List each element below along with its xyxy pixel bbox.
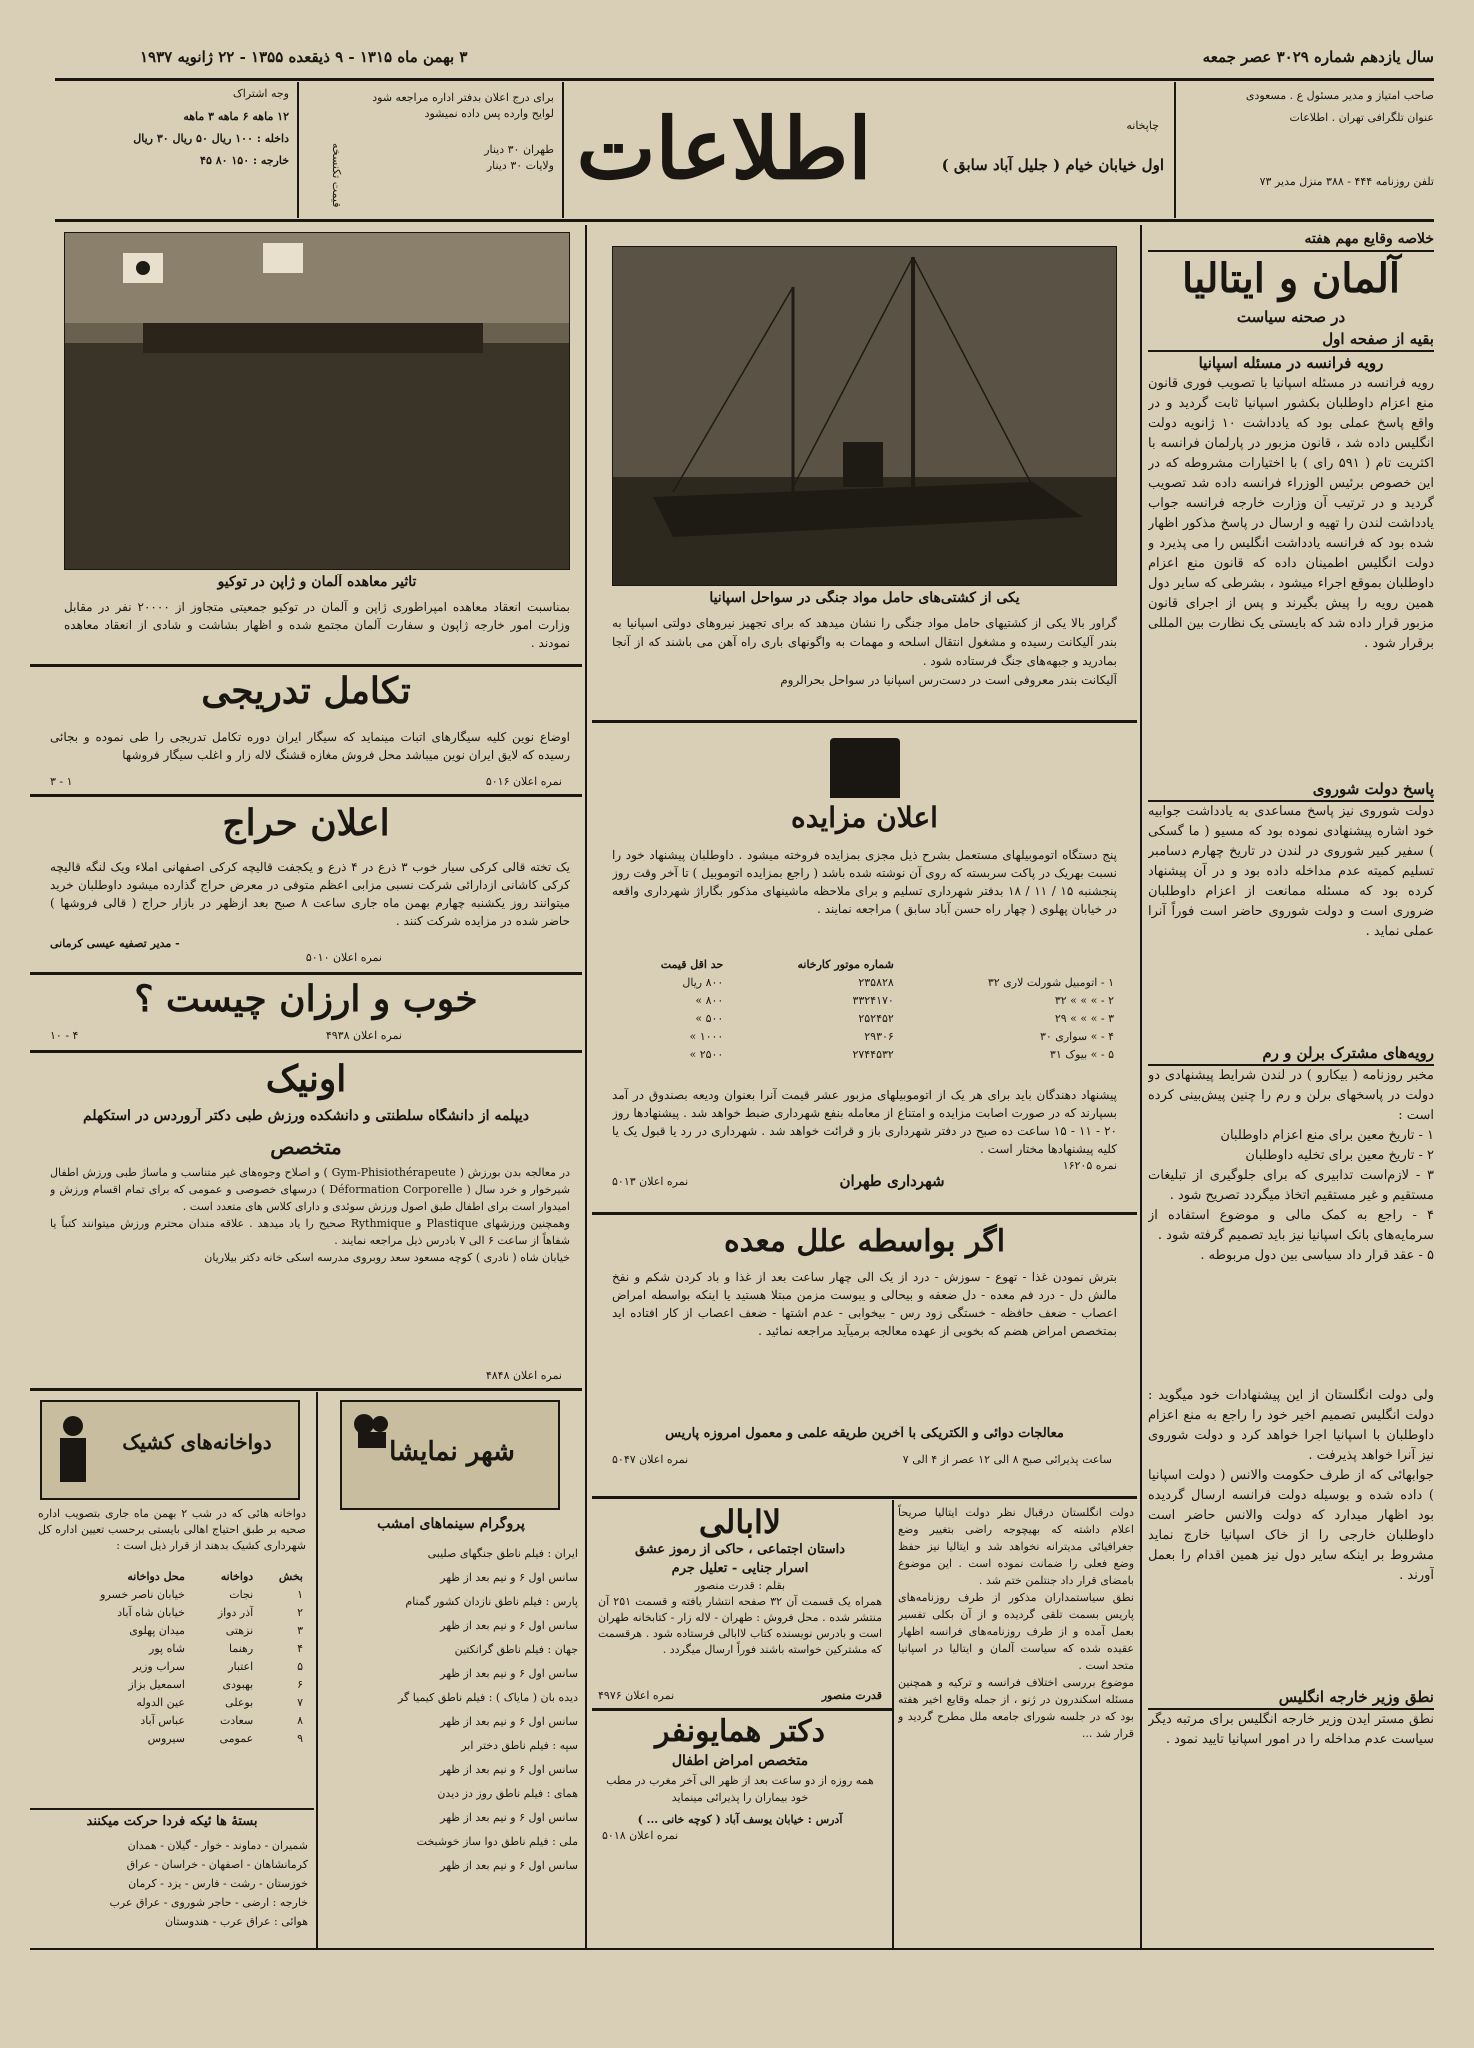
- medical-hours: ساعت پذیرائی صبح ۸ الی ۱۲ عصر از ۴ الی ۷: [902, 1453, 1112, 1466]
- ship-illustration: [613, 247, 1117, 586]
- cell: ۶: [297, 1678, 303, 1691]
- ad2-sign: - مدیر تصفیه عیسی کرمانی: [50, 937, 180, 950]
- masthead-divider-3: [297, 82, 299, 218]
- date-line: ۳ بهمن ماه ۱۳۱۵ - ۹ ذیقعده ۱۳۵۵ - ۲۲ ژانویه ۱۹۳۷: [140, 48, 468, 66]
- crowd-illustration: [64, 233, 569, 570]
- medical-footer: معالجات دوائی و الکتریکی با آخرین طریقه علمی و معمول امروزه پاریس: [665, 1426, 1064, 1441]
- top-rule: [55, 78, 1434, 81]
- middle-rule-1: [592, 720, 1137, 723]
- cell: ۲۷۴۴۵۳۲: [852, 1048, 894, 1061]
- lobali-ad: [592, 1504, 888, 1704]
- cell: بوعلی: [225, 1696, 254, 1709]
- ad4-title: اونیک: [265, 1058, 347, 1100]
- cell: ۸۰۰ ریال: [682, 976, 724, 989]
- cell: ۸۰۰ »: [695, 994, 724, 1007]
- projector-icon: [350, 1410, 390, 1450]
- ship-caption: گراور بالا یکی از کشتیهای حامل مواد جنگی را نشان میدهد که برای تجهیز نیروهای دولتی اسپانیا به بندر آلیکانت رسیده و مشغول انتقال اسلحه و مهمات به واگونهای باری راه آهن می باشند که از آنجا بمادرید و جبهه‌های جنگ فرستاده شود . آلیکانت بندر معروفی است در دست‌رس اسپانیا در سواحل بحرالروم: [612, 616, 1117, 687]
- ad3-ref: ۴ - ۱۰: [50, 1029, 79, 1042]
- medical-no: نمره اعلان ۵۰۴۷: [612, 1453, 689, 1466]
- auction-col-price: حد اقل قیمت: [660, 958, 724, 971]
- ad4-spec: متخصص: [270, 1135, 342, 1159]
- cell: ۲۵۲۴۵۲: [858, 1012, 894, 1025]
- masthead-divider: [1174, 82, 1176, 218]
- section1-text: رویه فرانسه در مسئله اسپانیا با تصویب فوری قانون منع اعزام داوطلبان بکشور اسپانیا ثابت گردید و در واقع پاسخ عملی بود که یادداشت ۱۰ ژانویه دولت انگلیس داده شد ، قانون مزبور در پارلمان فرانسه با اکثریت تام ( ۵۹۱ رای ) با اختیارات مشروطه که در این خصوص برئیس الوزراء فرانسه داده شد تصویب گردید و در ترتیب آن وزارت خارجه فرانسه جواب یادداشت لندن را تهیه و ارسال در پاسخ مذکور اظهار شده بود که فرانسه یادداشت انگلیس را می پذیرد و دولت انگلیس اطمینان داده که قانون منع اعزام داوطلبان بموقع اجراء میشود ، بشرطی که سایر دول همین رویه را پیش بگیرند و پس از اجرای قانون مزبور قرار داده شد که بایستی یک نظارت بین المللی برقرار شود .: [1148, 376, 1434, 651]
- cell: ۴ - » سواری ۳۰: [1039, 1030, 1114, 1043]
- masthead: [55, 82, 1434, 222]
- cinema-lines: ایران : فیلم ناطق جنگهای صلیبی سانس اول ۶ و نیم بعد از ظهر پارس : فیلم ناطق نازدان کشور گمنام سانس اول ۶ و نیم بعد از ظهر جهان : فیلم ناطق گرانکتین سانس اول ۶ و نیم بعد از ظهر دیده بان ( مایاک ) : فیلم ناطق کیمیا گر سانس اول ۶ و نیم بعد از ظهر سپه : فیلم ناطق دختر ابر سانس اول ۶ و نیم بعد از ظهر همای : فیلم ناطق روز دز دیدن سانس اول ۶ و نیم بعد از ظهر ملی : فیلم ناطق دوا ساز خوشبخت سانس اول ۶ و نیم بعد از ظهر: [397, 1547, 578, 1872]
- parcels-title: بستهٔ ها ئیکه فردا حرکت میکنند: [86, 1814, 258, 1829]
- right-subtitle: در صحنه سیاست: [1236, 308, 1346, 326]
- left-split-rule: [316, 1392, 318, 1948]
- cell: نزهتی: [225, 1624, 254, 1637]
- ad4-no: نمره اعلان ۴۸۴۸: [485, 1369, 562, 1382]
- section3-title: رویه‌های مشترک برلن و رم: [1148, 1042, 1434, 1066]
- cell: ۲۹۳۰۶: [864, 1030, 894, 1043]
- cell: ۱۰۰۰ »: [689, 1030, 724, 1043]
- cell: ۱ - اتومبیل شورلت لاری ۳۲: [987, 976, 1114, 989]
- ad2-text: یک تخته قالی کرکی سیار خوب ۳ ذرع در ۴ ذرع و یکجفت قالیچه کرکی اصفهانی املاء ویک لنگه قالیچه کرکی کاشانی ازدارائی شرکت نسبی مزابی اعظم متوفی در معرض حراج گذارده میشود داوطلبان خرید میتوانند روز یکشنبه چهارم بهمن ماه جاری ساعت ۸ صبح بعد ازظهر در بازار حراج ( قالی فروشها ) حاضر شده در مزایده شرکت کنند .: [50, 860, 570, 928]
- left-rule-1: [30, 664, 582, 667]
- ad2-title: اعلان حراج: [222, 802, 390, 844]
- cell: ۹: [297, 1732, 303, 1745]
- auction-table-grid: [612, 956, 1117, 1064]
- bottom-rule: [30, 1948, 1434, 1950]
- continued-label: بقیه از صفحه اول: [1148, 328, 1434, 352]
- lobali-text: همراه یک قسمت آن ۳۲ صفحه انتشار یافته و قسمت ۲۵۱ آن منتشر شده . محل فروش : طهران - لاله زار - کتابخانه طهران است و بادرس نویسنده کتاب لاابالی فرستاده شود . هرقسمت که مشترکین خواسته باشند فوراً ارسال میگردد .: [598, 1595, 882, 1656]
- phone-line: تلفن روزنامه ۴۴۴ - ۳۸۸ منزل مدیر ۷۳: [1259, 175, 1434, 188]
- cell: سعادت: [220, 1714, 254, 1727]
- tokyo-caption-title: تاثیر معاهده آلمان و ژاپن در توکیو: [217, 574, 417, 590]
- table-row: [38, 1586, 306, 1604]
- cell: خیابان شاه آباد: [117, 1606, 185, 1619]
- ad1-no: نمره اعلان ۵۰۱۶: [485, 775, 562, 788]
- auction-text: پیشنهاد دهندگان باید برای هر یک از اتوموبیلهای مزبور عشر قیمت آنرا بعنوان ودیعه بصندوق در آمد بسپارند که در صورت اصابت مزایده و امتناع از معامله بنفع شهرداری ضبط خواهد شد . پیشنهادها روز ۲۰ - ۱۱ - ۱۵ ساعت ده صبح در دفتر شهرداری باز و قرائت خواهد شد . شهرداری در رد یا قبول یک یا کلیه پیشنهادها مختار است .: [612, 1088, 1117, 1156]
- doctor-sub: متخصص امراض اطفال: [671, 1753, 809, 1769]
- section4-text: ولی دولت انگلستان از این پیشنهادات خود میگوید : دولت انگلیس تصمیم اخیر خود را راجع به منع اعزام داوطلبان با اسپانیا اجرا خواهد کرد و دولت شوروی نیز آنرا خواهد پذیرفت . جوابهائی که از طرف حکومت والانس ( دولت اسپانیا ) داده شده و بوسیله دولت فرانسه ارسال گردیده بود اظهار میدارد که دولت والانس حاضر است داوطلبان خارجی را از خاک اسپانیا خارج نماید مشروط بر اینکه سایر دول نیز همین اقدام را بعمل آورند .: [1148, 1388, 1434, 1583]
- cell: شاه پور: [149, 1642, 185, 1655]
- doctor-ad: [592, 1714, 888, 1944]
- ad3-title: خوب و ارزان چیست ؟: [134, 978, 478, 1020]
- cell: ۳: [297, 1624, 303, 1637]
- subscription-label: وجه اشتراک: [232, 87, 289, 100]
- left-column: [30, 228, 582, 1948]
- table-row: [38, 1676, 306, 1694]
- doctor-text: همه روزه از دو ساعت بعد از ظهر الی آخر مغرب در مطب خود بیماران را پذیرائی مینماید: [606, 1774, 874, 1804]
- auction-sign: شهرداری طهران: [839, 1172, 945, 1190]
- cell: ۲۳۵۸۲۸: [858, 976, 894, 989]
- cell: سیروس: [147, 1732, 185, 1745]
- cell: آذر دواز: [217, 1606, 254, 1619]
- cell: عباس آباد: [140, 1714, 185, 1727]
- cinema-brand: شهر نمایشا: [389, 1437, 515, 1467]
- ad2-no: نمره اعلان ۵۰۱۰: [305, 951, 382, 964]
- section5-title: نطق وزیر خارجه انگلیس: [1148, 1686, 1434, 1710]
- emblem-icon: [830, 738, 900, 798]
- section1-title: رویه فرانسه در مسئله اسپانیا: [1198, 354, 1384, 372]
- right-title: آلمان و ایتالیا: [1181, 255, 1401, 302]
- ad1-title: تکامل تدریجی: [201, 670, 411, 712]
- ad4-sub: دیپلمه از دانشگاه سلطنتی و دانشکده ورزش طبی دکتر آروردس در استکهلم: [82, 1108, 530, 1124]
- pharmacy-intro: دواخانه هائی که در شب ۲ بهمن ماه جاری بتصویب اداره صحیه بر طبق احتیاج اهالی بایستی برحسب تعیین اداره کل شهرداری کشیک بدهند از قرار ذیل است :: [38, 1507, 306, 1552]
- table-row: [38, 1694, 306, 1712]
- cinema-block: [320, 1396, 582, 1946]
- section3-text: مخبر روزنامه ( بیکارو ) در لندن شرایط پیشنهادی دو دولت در پاسخهای برلن و رم را چنین پیش‌بینی کرده است : ۱ - تاریخ معین برای منع اعزام داوطلبان ۲ - تاریخ معین برای تخلیه داوطلبان ۳ - لازم‌است تدابیری که برای جلوگیری از تبلیغات مستقیم و غیر مستقیم اتخاذ میگردد تصریح شود . ۴ - راجع به کمک مالی و موضوع استفاده از سرمایه‌های بانک اسپانیا نیز باید تصمیم گرفته شود . ۵ - عقد قرار داد سیاسی بین دول مربوطه .: [1148, 1068, 1434, 1263]
- cinema-title: پروگرام سینماهای امشب: [377, 1516, 525, 1532]
- cell: رهنما: [229, 1642, 254, 1655]
- table-row: [612, 1010, 1117, 1028]
- cell: ۱: [297, 1588, 303, 1601]
- price-lines: طهران ۳۰ دینار ولایات ۳۰ دینار: [484, 143, 554, 172]
- auction-col-item: [897, 956, 1117, 974]
- middle-column: [592, 228, 1137, 1948]
- subscription-lines: ۱۲ ماهه ۶ ماهه ۳ ماهه داخله : ۱۰۰ ریال ۵۰ ریال ۳۰ ریال خارجه : ۱۵۰ ۸۰ ۴۵: [133, 110, 289, 167]
- cell: ۲۵۰۰ »: [689, 1048, 724, 1061]
- parcels-text: شمیران - دماوند - خوار - گیلان - همدان کرمانشاهان - اصفهان - خراسان - عراق خوزستان - رشت - فارس - یزد - کرمان خارجه : ارضی - حاجر شوروی - عراق عرب هوائی : عراق عرب - هندوستان: [109, 1839, 308, 1928]
- table-row: [38, 1640, 306, 1658]
- table-row: [38, 1730, 306, 1748]
- auction-title: اعلان مزایده: [791, 801, 938, 834]
- middle-rule-3: [592, 1496, 1137, 1499]
- cell: نجات: [229, 1588, 254, 1601]
- table-row: [612, 1028, 1117, 1046]
- cell: بهبودی: [222, 1678, 254, 1691]
- table-row: [38, 1622, 306, 1640]
- lobali-no: نمره اعلان ۴۹۷۶: [598, 1689, 675, 1702]
- cinema-logo: [340, 1400, 560, 1510]
- table-row: [612, 992, 1117, 1010]
- ad4-text: در معالجه بدن بورزش ( Gym-Phisiothérapeute ) و اصلاح وجوه‌های غیر متناسب و ماساژ طبی ورزش اطفال شیرخوار و خرد سال ( Déformation Corporelle ) درسهای خصوصی و عمومی که برای تمام اقسام ورزش و امیدوار است برای اطفال طبق اصول ورزش سوئدی و دارای کلاس های متعدد است . وهمچنین ورزشهای Plastique و Rythmique صحیح را یاد میدهد . علاقه مندان محترم ورزش میتوانند کتباً یا شفاهاً از ساعت ۶ الی ۷ بادرس ذیل مراجعه نمایند . خیابان شاه ( نادری ) کوچه مسعود سعد روبروی مدرسه اسکی خانه دکتر بیلاریان: [50, 1166, 570, 1264]
- news-col-text: دولت انگلستان درقبال نظر دولت ایتالیا صریحاً اعلام داشته که بهیچوجه راضی بتغییر وضع جغرافیائی مدیترانه نخواهد شد و ایتالیا نیز حفظ وضع فعلی را ضمانت نموده است . این موضوع بامضای قرار داد جنتلمن ختم شد . نطق سیاستمداران مذکور از طرف روزنامه‌های پاریس بسمت تلقی گردیده و از آن بکلی تفسیر بعمل آمده و از طرف روزنامه‌های فرانسه اظهار عقیده شده که سیاست آلمان و ایتالیا در اسپانیا متحد است . موضوع بررسی اختلاف فرانسه و ترکیه و همچنین مسئله اسکندرون در ژنو ، از جمله وقایع اخیر هفته بود که در جلسه شورای جامعه ملل مطرح گردید و قرار شد ...: [898, 1506, 1134, 1740]
- cell: اسمعیل بزاز: [128, 1678, 185, 1691]
- col-rule-left: [585, 225, 587, 1950]
- auction-no2: نمره ۱۶۲۰۵: [1062, 1159, 1117, 1172]
- middle-rule-2: [592, 1212, 1137, 1215]
- table-row: [38, 1604, 306, 1622]
- cell: ۷: [297, 1696, 303, 1709]
- table-row: [612, 1046, 1117, 1064]
- medical-text: بترش نمودن غذا - تهوع - سوزش - درد از یک الی چهار ساعت بعد از غذا و باد کردن شکم و نفخ مالش دل - درد فم معده - دل ضعفه و بیحالی و یبوست مزمن مبتلا هستید یا اینکه بواسطه امراض اعصاب - ضعف حافظه - خستگی زود رس - بیخوابی - عدم اشتها - ضعف اعصاب از کار افتاده اید بمتخصص امراض هضم که بخوبی از عهده معالجه برمیآید مراجعه نمائید .: [612, 1270, 1117, 1338]
- owner-line: صاحب امتیاز و مدیر مسئول ع . مسعودی: [1245, 89, 1434, 102]
- cell: عمومی: [219, 1732, 254, 1745]
- print-house: چاپخانه: [1126, 119, 1159, 132]
- section2-title: پاسخ دولت شوروی: [1148, 778, 1434, 802]
- table-row: [38, 1712, 306, 1730]
- col-rule-right: [1140, 225, 1142, 1950]
- cell: ۲: [297, 1606, 303, 1619]
- ad1-text: اوضاع نوین کلیه سیگارهای اتبات مینماید که سیگار ایران دوره تکامل تدریجی را طی نموده و بجائی رسیده که لایق ایران نوین میباشد محل فروش مغازه قشنگ لاله زار و اغلب سیگار فروشها: [50, 730, 570, 762]
- pharmacy-col-place: محل دواخانه: [127, 1570, 185, 1583]
- cell: ۵: [297, 1660, 303, 1673]
- auction-intro: پنج دستگاه اتوموبیلهای مستعمل بشرح ذیل مجزی بمزایده فروخته میشود . داوطلبان پیشنهاد خود را نسبت بهریک در پاکت سربسته که روی آن نوشته شده باشد ( راجع بمزایده اتوموبیل ) تا آخر وقت روز پنجشنبه ۱۵ / ۱۱ / ۱۸ بدفتر شهرداری تسلیم و برای ملاحظه ماشینهای مذکور بگاراژ شهرداری واقعه در خیابان پهلوی ( چهار راه حسن آباد سابق ) مراجعه نمایند .: [612, 848, 1117, 916]
- cell: ۳ - » » » ۲۹: [1054, 1012, 1114, 1025]
- doctor-title: دکتر همایونفر: [655, 1714, 825, 1749]
- cell: عین الدوله: [136, 1696, 185, 1709]
- pharmacy-block: [30, 1396, 314, 1946]
- left-rule-4: [30, 1050, 582, 1053]
- lobali-sign: قدرت منصور: [821, 1689, 882, 1702]
- tokyo-photo: [64, 232, 570, 570]
- medical-ad: [592, 1218, 1137, 1493]
- cell: ۸: [297, 1714, 303, 1727]
- price-label: قیمت تکنسخه: [330, 143, 343, 208]
- left-rule-2: [30, 794, 582, 797]
- tokyo-caption: بمناسبت انعقاد معاهده امپراطوری ژاپن و آلمان در توکیو جمعیتی متجاوز از ۲۰۰۰۰ نفر در مقابل وزارت امور خارجه ژاپون و سفارت آلمان مجتمع شده و اظهار بشاشت و شادی از انعقاد معاهده نمودند .: [64, 600, 570, 650]
- pharmacy-col-name: دواخانه: [220, 1570, 254, 1583]
- right-column: [1148, 228, 1434, 1948]
- summary-label: خلاصه وقایع مهم هفته: [1148, 228, 1434, 252]
- issue-line: سال یازدهم شماره ۳۰۲۹ عصر جمعه: [1202, 48, 1434, 66]
- ad1-ref: ۱ - ۳: [50, 775, 73, 788]
- auction-col-engine: شماره موتور کارخانه: [797, 958, 894, 971]
- ship-photo: [612, 246, 1117, 586]
- pharmacist-icon: [48, 1412, 98, 1492]
- left-rule-3: [30, 972, 582, 975]
- table-row: [612, 974, 1117, 992]
- telegraph-line: عنوان تلگرافی تهران . اطلاعات: [1289, 111, 1434, 124]
- cell: ۵ - » بیوک ۳۱: [1049, 1048, 1114, 1061]
- pharmacy-table: [38, 1568, 306, 1798]
- cell: سراب وزیر: [132, 1660, 185, 1673]
- doctor-no: نمره اعلان ۵۰۱۸: [602, 1829, 679, 1842]
- middle-split-rule: [892, 1500, 894, 1948]
- address: اول خیابان خیام ( جلیل آباد سابق ): [941, 156, 1164, 174]
- auction-table: [612, 956, 1117, 1086]
- middle-rule-4: [592, 1708, 892, 1711]
- pharmacy-rule: [30, 1808, 314, 1810]
- ads-note: برای درج اعلان بدفتر اداره مراجعه شود لوایح وارده پس داده نمیشود: [372, 91, 554, 120]
- lobali-title: لاابالی: [698, 1504, 782, 1541]
- ad3-no: نمره اعلان ۴۹۳۸: [325, 1029, 402, 1042]
- cell: خیابان ناصر خسرو: [100, 1588, 185, 1601]
- cell: ۵۰۰ »: [695, 1012, 724, 1025]
- pharmacy-logo: [40, 1400, 300, 1500]
- pharmacy-brand: دواخانه‌های کشیک: [122, 1430, 272, 1454]
- masthead-divider-2: [562, 82, 564, 218]
- cell: اعتبار: [228, 1660, 254, 1673]
- pharmacy-table-grid: [38, 1568, 306, 1748]
- cell: ۲ - » » » ۳۲: [1054, 994, 1114, 1007]
- cell: ۴: [297, 1642, 303, 1655]
- ship-caption-title: یکی از کشتی‌های حامل مواد جنگی در سواحل اسپانیا: [709, 590, 1020, 606]
- auction-no: نمره اعلان ۵۰۱۳: [612, 1175, 689, 1188]
- left-rule-5: [30, 1388, 582, 1391]
- section2-text: دولت شوروی نیز پاسخ مساعدی به یادداشت جوابیه خود اشاره پیشنهادی نموده بود که مسیو ( ما گسکی ) سفیر کبیر شوروی در لندن در تاریخ چهارم دسامبر تسلیم کمیته عدم مداخله داده بود و در آن پیشنهاد کرده بود که مسئله ممانعت از اعزام داوطلبان ضروری است و دولت شوروی حاضر است فوراً آنرا عملی نماید .: [1148, 804, 1434, 939]
- masthead-title: اطلاعات: [576, 99, 872, 198]
- auction-ad: [592, 728, 1137, 1208]
- pharmacy-col-district: بخش: [278, 1570, 303, 1583]
- section5-text: نطق مستر ایدن وزیر خارجه انگلیس برای مرتبه دیگر سیاست عدم مداخله را در امور اسپانیا تایید نمود .: [1148, 1712, 1434, 1747]
- table-row: [38, 1658, 306, 1676]
- cell: ۳۳۲۴۱۷۰: [852, 994, 894, 1007]
- medical-title: اگر بواسطه علل معده: [723, 1224, 1006, 1259]
- lobali-sub: داستان اجتماعی ، حاکی از رموز عشق اسرار جنایی - تعلیل جرم: [634, 1542, 846, 1576]
- cell: میدان پهلوی: [129, 1624, 185, 1637]
- lobali-author: بقلم : قدرت منصور: [694, 1579, 786, 1592]
- doctor-address: آدرس : خیابان یوسف آباد ( کوچه خانی ... ): [637, 1813, 843, 1826]
